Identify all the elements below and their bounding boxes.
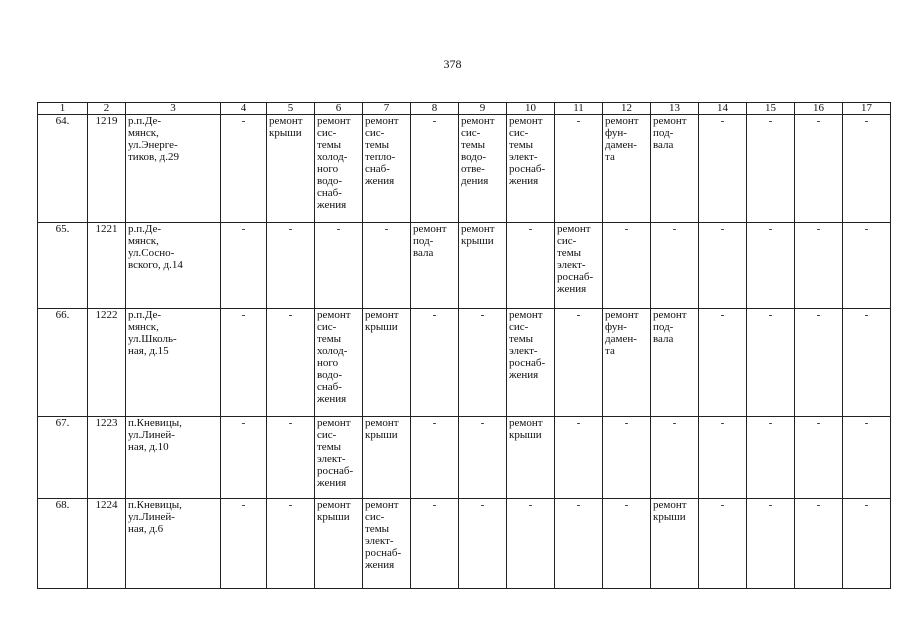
work-cell-col-5: - bbox=[267, 499, 315, 589]
table-row bbox=[38, 499, 891, 589]
work-cell-col-10: - bbox=[507, 223, 555, 309]
column-header-12: 12 bbox=[603, 103, 651, 115]
work-cell-col-8: - bbox=[411, 417, 459, 499]
address-cell: п.Кневицы, ул.Линей- ная, д.6 bbox=[126, 499, 221, 589]
row-number: 66. bbox=[38, 309, 88, 417]
work-cell-col-17: - bbox=[843, 309, 891, 417]
work-cell-col-5: ремонт крыши bbox=[267, 115, 315, 223]
work-cell-col-10: ремонт крыши bbox=[507, 417, 555, 499]
work-cell-col-10: - bbox=[507, 499, 555, 589]
work-cell-col-4: - bbox=[221, 309, 267, 417]
work-cell-col-11: ремонт сис- темы элект- роснаб- жения bbox=[555, 223, 603, 309]
work-cell-col-12: - bbox=[603, 499, 651, 589]
work-cell-col-14: - bbox=[699, 223, 747, 309]
work-cell-col-7: ремонт сис- темы элект- роснаб- жения bbox=[363, 499, 411, 589]
work-cell-col-16: - bbox=[795, 417, 843, 499]
address-cell: р.п.Де- мянск, ул.Школь- ная, д.15 bbox=[126, 309, 221, 417]
building-code: 1224 bbox=[88, 499, 126, 589]
work-cell-col-6: ремонт сис- темы холод- ного водо- снаб- жения bbox=[315, 115, 363, 223]
row-number: 64. bbox=[38, 115, 88, 223]
work-cell-col-13: ремонт под- вала bbox=[651, 309, 699, 417]
work-cell-col-6: ремонт сис- темы элект- роснаб- жения bbox=[315, 417, 363, 499]
work-cell-col-7: ремонт крыши bbox=[363, 309, 411, 417]
work-cell-col-14: - bbox=[699, 115, 747, 223]
table-body bbox=[38, 115, 891, 589]
building-code: 1219 bbox=[88, 115, 126, 223]
column-header-2: 2 bbox=[88, 103, 126, 115]
work-cell-col-15: - bbox=[747, 115, 795, 223]
row-number: 68. bbox=[38, 499, 88, 589]
work-cell-col-9: - bbox=[459, 499, 507, 589]
building-code: 1223 bbox=[88, 417, 126, 499]
table-row bbox=[38, 417, 891, 499]
work-cell-col-6: - bbox=[315, 223, 363, 309]
work-cell-col-7: ремонт крыши bbox=[363, 417, 411, 499]
address-cell: р.п.Де- мянск, ул.Энерге- тиков, д.29 bbox=[126, 115, 221, 223]
work-cell-col-8: - bbox=[411, 499, 459, 589]
work-cell-col-12: ремонт фун- дамен- та bbox=[603, 309, 651, 417]
column-header-8: 8 bbox=[411, 103, 459, 115]
work-cell-col-17: - bbox=[843, 223, 891, 309]
address-cell: п.Кневицы, ул.Линей- ная, д.10 bbox=[126, 417, 221, 499]
column-header-4: 4 bbox=[221, 103, 267, 115]
work-cell-col-11: - bbox=[555, 115, 603, 223]
work-cell-col-7: ремонт сис- темы тепло- снаб- жения bbox=[363, 115, 411, 223]
building-code: 1222 bbox=[88, 309, 126, 417]
work-cell-col-9: ремонт сис- темы водо- отве- дения bbox=[459, 115, 507, 223]
work-cell-col-11: - bbox=[555, 499, 603, 589]
work-cell-col-16: - bbox=[795, 499, 843, 589]
work-cell-col-11: - bbox=[555, 417, 603, 499]
work-cell-col-15: - bbox=[747, 499, 795, 589]
header-row bbox=[38, 103, 891, 115]
address-cell: р.п.Де- мянск, ул.Сосно- вского, д.14 bbox=[126, 223, 221, 309]
work-cell-col-15: - bbox=[747, 417, 795, 499]
work-cell-col-6: ремонт сис- темы холод- ного водо- снаб- жения bbox=[315, 309, 363, 417]
column-header-10: 10 bbox=[507, 103, 555, 115]
column-header-9: 9 bbox=[459, 103, 507, 115]
row-number: 67. bbox=[38, 417, 88, 499]
column-header-13: 13 bbox=[651, 103, 699, 115]
work-cell-col-13: - bbox=[651, 417, 699, 499]
column-header-7: 7 bbox=[363, 103, 411, 115]
table-row bbox=[38, 223, 891, 309]
work-cell-col-8: - bbox=[411, 309, 459, 417]
page-number: 378 bbox=[443, 57, 462, 71]
work-cell-col-14: - bbox=[699, 417, 747, 499]
work-cell-col-4: - bbox=[221, 417, 267, 499]
column-header-16: 16 bbox=[795, 103, 843, 115]
work-cell-col-17: - bbox=[843, 499, 891, 589]
row-number: 65. bbox=[38, 223, 88, 309]
column-header-3: 3 bbox=[126, 103, 221, 115]
column-header-14: 14 bbox=[699, 103, 747, 115]
work-cell-col-8: - bbox=[411, 115, 459, 223]
work-cell-col-9: - bbox=[459, 309, 507, 417]
table-row bbox=[38, 115, 891, 223]
work-cell-col-10: ремонт сис- темы элект- роснаб- жения bbox=[507, 309, 555, 417]
work-cell-col-13: ремонт под- вала bbox=[651, 115, 699, 223]
work-cell-col-14: - bbox=[699, 499, 747, 589]
column-header-17: 17 bbox=[843, 103, 891, 115]
work-cell-col-17: - bbox=[843, 115, 891, 223]
column-header-5: 5 bbox=[267, 103, 315, 115]
work-cell-col-12: - bbox=[603, 223, 651, 309]
work-cell-col-10: ремонт сис- темы элект- роснаб- жения bbox=[507, 115, 555, 223]
work-cell-col-15: - bbox=[747, 223, 795, 309]
column-header-11: 11 bbox=[555, 103, 603, 115]
work-cell-col-13: ремонт крыши bbox=[651, 499, 699, 589]
column-header-6: 6 bbox=[315, 103, 363, 115]
work-cell-col-8: ремонт под- вала bbox=[411, 223, 459, 309]
work-cell-col-12: ремонт фун- дамен- та bbox=[603, 115, 651, 223]
work-cell-col-16: - bbox=[795, 223, 843, 309]
building-code: 1221 bbox=[88, 223, 126, 309]
work-cell-col-14: - bbox=[699, 309, 747, 417]
work-cell-col-11: - bbox=[555, 309, 603, 417]
work-cell-col-5: - bbox=[267, 417, 315, 499]
work-cell-col-6: ремонт крыши bbox=[315, 499, 363, 589]
work-cell-col-4: - bbox=[221, 499, 267, 589]
work-cell-col-9: - bbox=[459, 417, 507, 499]
work-cell-col-7: - bbox=[363, 223, 411, 309]
work-cell-col-9: ремонт крыши bbox=[459, 223, 507, 309]
repair-schedule-table bbox=[37, 102, 891, 589]
column-header-15: 15 bbox=[747, 103, 795, 115]
work-cell-col-17: - bbox=[843, 417, 891, 499]
column-header-1: 1 bbox=[38, 103, 88, 115]
work-cell-col-4: - bbox=[221, 115, 267, 223]
work-cell-col-4: - bbox=[221, 223, 267, 309]
work-cell-col-5: - bbox=[267, 309, 315, 417]
work-cell-col-15: - bbox=[747, 309, 795, 417]
table-row bbox=[38, 309, 891, 417]
work-cell-col-12: - bbox=[603, 417, 651, 499]
work-cell-col-13: - bbox=[651, 223, 699, 309]
work-cell-col-5: - bbox=[267, 223, 315, 309]
work-cell-col-16: - bbox=[795, 309, 843, 417]
work-cell-col-16: - bbox=[795, 115, 843, 223]
